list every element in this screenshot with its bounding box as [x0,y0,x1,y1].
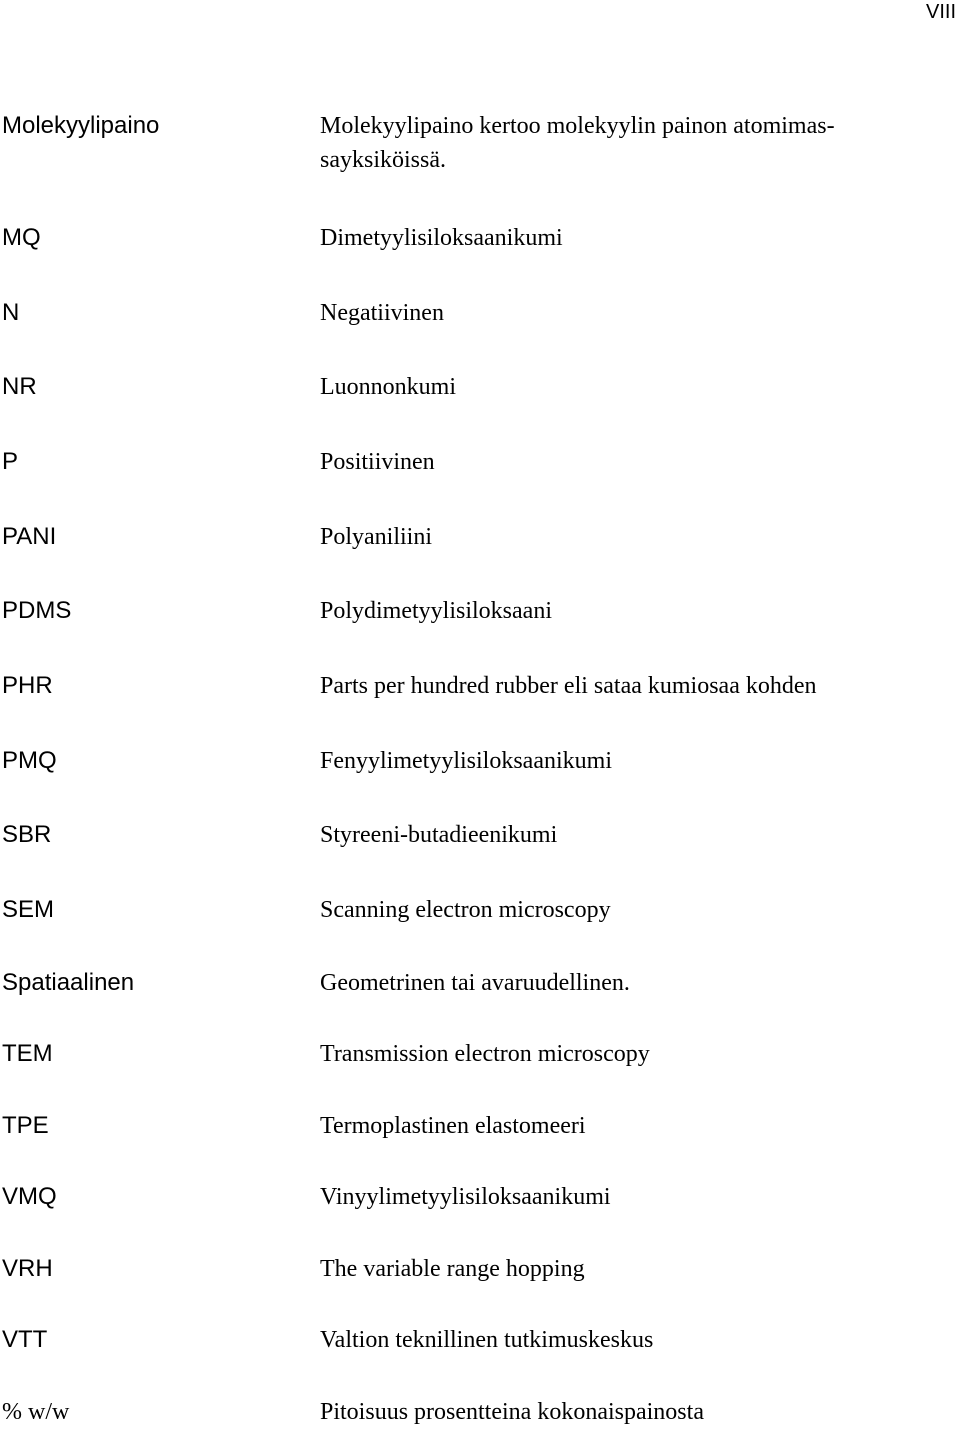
term-sbr: SBR [2,821,52,848]
definition: Pitoisuus prosentteina kokonaispainosta [320,1399,704,1425]
definition: Polyaniliini [320,524,433,550]
definition: Geometrinen tai avaruudellinen. [320,970,630,996]
definition: Negatiivinen [320,300,444,326]
term-sem: SEM [2,896,55,923]
term-spatiaalinen: Spatiaalinen [2,969,135,996]
definition: Molekyylipaino kertoo molekyylin painon atomimas-sayksiköissä. [320,113,835,173]
term-pdms: PDMS [2,597,72,624]
term-p: P [2,448,19,475]
term-mq: MQ [2,224,41,251]
term-molekyylipaino: Molekyylipaino [2,112,160,139]
definition: Luonnonkumi [320,374,456,400]
term-percent-w-w: % w/w [2,1399,70,1425]
page-number: VIII [925,1,956,23]
term-vtt: VTT [2,1326,48,1353]
definition: Fenyylimetyylisiloksaanikumi [320,748,612,774]
definition: Transmission electron microscopy [320,1041,650,1067]
definition: Parts per hundred rubber eli sataa kumiosaa kohden [320,673,817,699]
definition: Polydimetyylisiloksaani [320,598,552,624]
term-n: N [2,299,20,326]
definition: Styreeni-butadieenikumi [320,822,558,848]
term-nr: NR [2,373,37,400]
definition: The variable range hopping [320,1256,585,1282]
term-pmq: PMQ [2,747,57,774]
definition: Termoplastinen elastomeeri [320,1113,586,1139]
definition: Vinyylimetyylisiloksaanikumi [320,1184,611,1210]
term-vrh: VRH [2,1255,53,1282]
term-tpe: TPE [2,1112,49,1139]
definition: Scanning electron microscopy [320,897,611,923]
term-vmq: VMQ [2,1183,57,1210]
term-phr: PHR [2,672,53,699]
definition: Valtion teknillinen tutkimuskeskus [320,1327,654,1353]
definition: Dimetyylisiloksaanikumi [320,225,563,251]
definition: Positiivinen [320,449,435,475]
term-pani: PANI [2,523,57,550]
term-tem: TEM [2,1040,53,1067]
